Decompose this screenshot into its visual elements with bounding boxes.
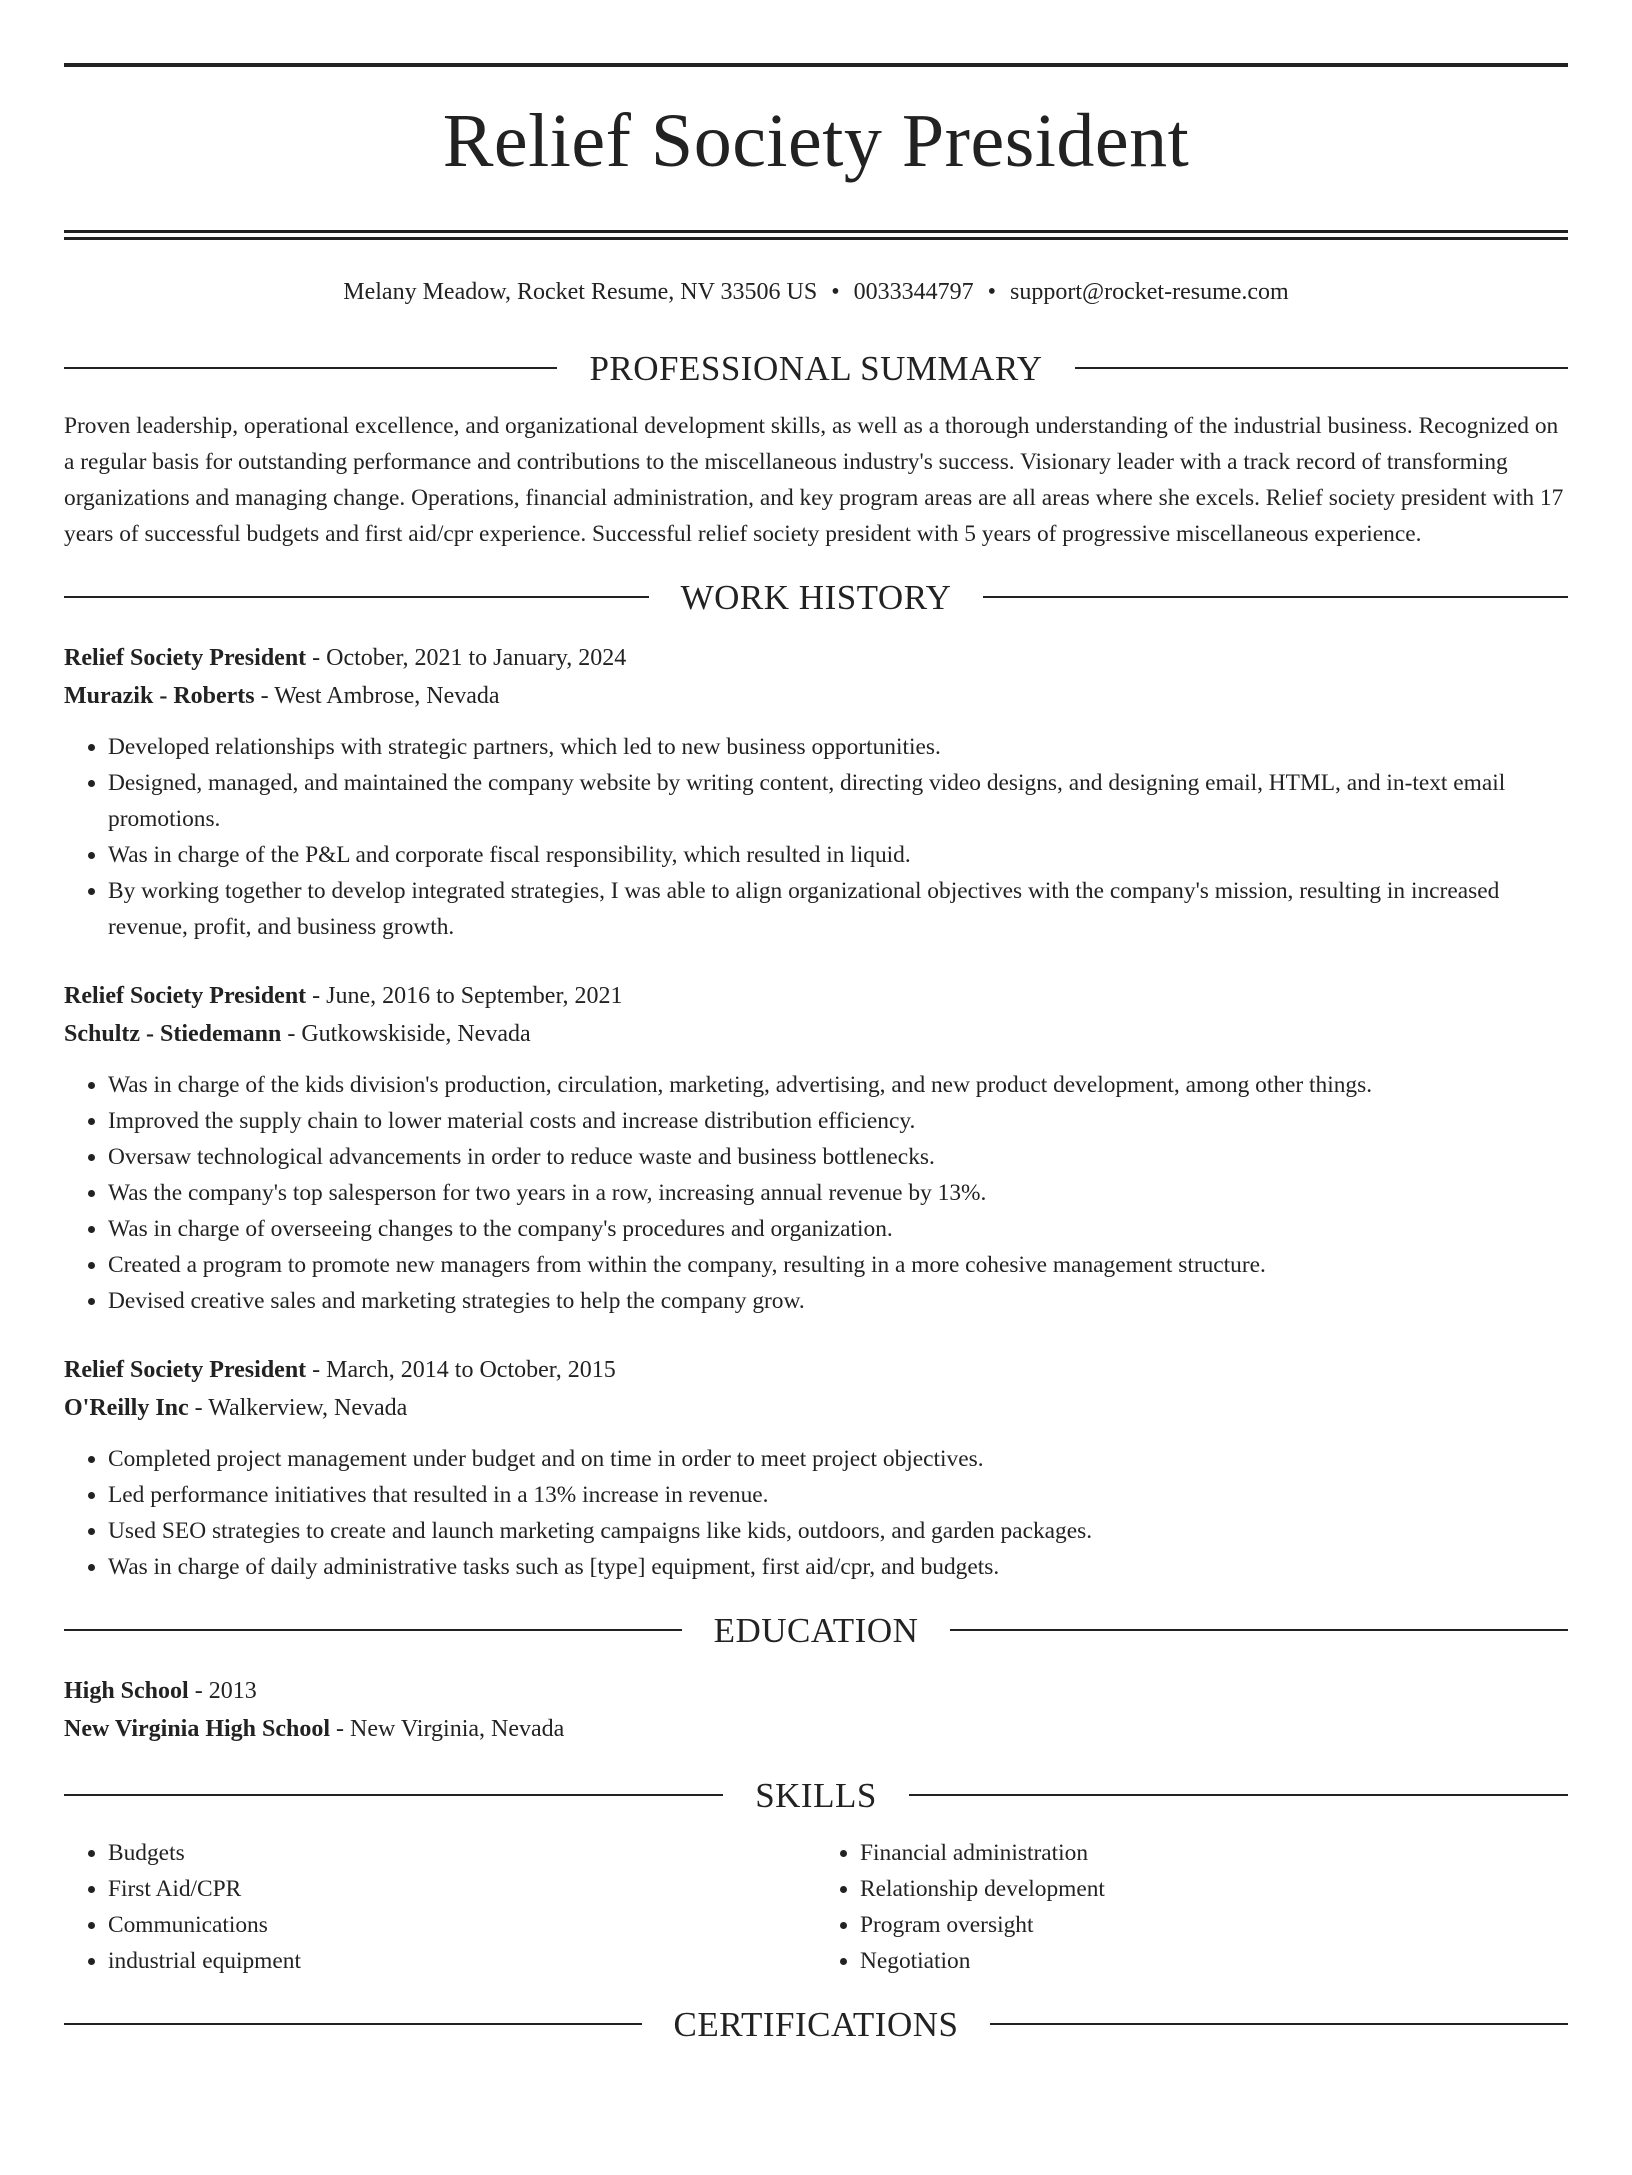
- job-dates: - October, 2021 to January, 2024: [306, 644, 627, 671]
- top-rule: [64, 63, 1568, 67]
- section-title: SKILLS: [755, 1775, 877, 1815]
- education-entry: [64, 1672, 1568, 1748]
- list-item: • Communications: [108, 1907, 816, 1943]
- job-bullets: [64, 1067, 1568, 1319]
- list-item: • Financial administration: [860, 1835, 1568, 1871]
- section-heading-work: [64, 577, 1568, 617]
- contact-address: Melany Meadow, Rocket Resume, NV 33506 US: [343, 278, 818, 305]
- job-title-line: [64, 1351, 1568, 1389]
- resume-title: Relief Society President: [442, 99, 1190, 183]
- heading-rule: [64, 2023, 642, 2025]
- heading-rule: [64, 596, 649, 598]
- job-location: - Gutkowskiside, Nevada: [281, 1020, 531, 1047]
- job-company: Schultz - Stiedemann: [64, 1020, 282, 1047]
- section-title: EDUCATION: [713, 1610, 919, 1650]
- skills-column-left: [64, 1835, 816, 1979]
- list-item: • Designed, managed, and maintained the company website by writing content, directing video designs, and designing email, HTML, and in-text email promotions.: [108, 765, 1568, 837]
- list-item: • Program oversight: [860, 1907, 1568, 1943]
- heading-rule: [909, 1794, 1568, 1796]
- job-title: Relief Society President: [64, 982, 307, 1009]
- summary-text: Proven leadership, operational excellence, and organizational development skills, as well as a thorough understanding of the industrial business. Recognized on a regular basis for outstanding performance and contributions to the miscellaneous industry's success. Visionary leader with a track record of transforming organizations and managing change. Operations, financial administration, and key program areas are all areas where she excels. Relief society president with 17 years of successful budgets and first aid/cpr experience. Successful relief society president with 5 years of progressive miscellaneous experience.: [64, 412, 1564, 547]
- list-item: • Was in charge of the P&L and corporate fiscal responsibility, which resulted in liquid.: [108, 837, 1568, 873]
- list-item: • Oversaw technological advancements in order to reduce waste and business bottlenecks.: [108, 1139, 1568, 1175]
- section-heading-skills: [64, 1775, 1568, 1815]
- job-company: O'Reilly Inc: [64, 1394, 189, 1421]
- heading-rule: [983, 596, 1568, 598]
- education-year: - 2013: [188, 1677, 257, 1704]
- resume-page: [0, 63, 1632, 2175]
- list-item: • By working together to develop integrated strategies, I was able to align organizational objectives with the company's mission, resulting in increased revenue, profit, and business growth.: [108, 873, 1568, 945]
- contact-separator: •: [987, 278, 997, 305]
- job-title-line: [64, 639, 1568, 677]
- contact-phone: 0033344797: [853, 278, 974, 305]
- job-entry: [64, 639, 1568, 945]
- list-item: • Budgets: [108, 1835, 816, 1871]
- list-item: • Devised creative sales and marketing strategies to help the company grow.: [108, 1283, 1568, 1319]
- list-item: • Was in charge of daily administrative tasks such as [type] equipment, first aid/cpr, and budgets.: [108, 1549, 1568, 1585]
- list-item: • Developed relationships with strategic partners, which led to new business opportunities.: [108, 729, 1568, 765]
- section-heading-certifications: [64, 2004, 1568, 2044]
- heading-rule: [990, 2023, 1568, 2025]
- list-item: • Was the company's top salesperson for two years in a row, increasing annual revenue by 13%.: [108, 1175, 1568, 1211]
- job-title: Relief Society President: [64, 1356, 307, 1383]
- job-location: - Walkerview, Nevada: [188, 1394, 408, 1421]
- job-entry: [64, 1351, 1568, 1585]
- job-bullets: [64, 1441, 1568, 1585]
- list-item: • Improved the supply chain to lower material costs and increase distribution efficiency.: [108, 1103, 1568, 1139]
- heading-rule: [950, 1629, 1568, 1631]
- job-company-line: [64, 1015, 1568, 1053]
- heading-rule: [64, 1794, 723, 1796]
- list-item: • Negotiation: [860, 1943, 1568, 1979]
- list-item: • Created a program to promote new managers from within the company, resulting in a more cohesive management structure.: [108, 1247, 1568, 1283]
- job-entry: [64, 977, 1568, 1319]
- section-title: CERTIFICATIONS: [673, 2004, 959, 2044]
- heading-rule: [1075, 367, 1568, 369]
- job-company-line: [64, 677, 1568, 715]
- section-title: WORK HISTORY: [680, 577, 952, 617]
- contact-line: [64, 278, 1568, 307]
- list-item: • Was in charge of overseeing changes to the company's procedures and organization.: [108, 1211, 1568, 1247]
- education-degree-line: [64, 1672, 1568, 1710]
- list-item: • Used SEO strategies to create and launch marketing campaigns like kids, outdoors, and garden packages.: [108, 1513, 1568, 1549]
- job-title: Relief Society President: [64, 644, 307, 671]
- job-bullets: [64, 729, 1568, 945]
- job-title-line: [64, 977, 1568, 1015]
- heading-rule: [64, 1629, 682, 1631]
- section-heading-summary: [64, 348, 1568, 388]
- job-company: Murazik - Roberts: [64, 682, 255, 709]
- education-degree: High School: [64, 1677, 189, 1704]
- heading-rule: [64, 367, 557, 369]
- job-dates: - June, 2016 to September, 2021: [306, 982, 623, 1009]
- list-item: • Led performance initiatives that resulted in a 13% increase in revenue.: [108, 1477, 1568, 1513]
- list-item: • Was in charge of the kids division's production, circulation, marketing, advertising, and new product development, among other things.: [108, 1067, 1568, 1103]
- contact-separator: •: [831, 278, 840, 305]
- list-item: • Completed project management under budget and on time in order to meet project objectives.: [108, 1441, 1568, 1477]
- skills-grid: [64, 1835, 1568, 1979]
- job-dates: - March, 2014 to October, 2015: [306, 1356, 616, 1383]
- job-location: - West Ambrose, Nevada: [254, 682, 500, 709]
- contact-email: support@rocket-resume.com: [1010, 278, 1289, 305]
- section-title: PROFESSIONAL SUMMARY: [589, 348, 1043, 388]
- list-item: • First Aid/CPR: [108, 1871, 816, 1907]
- education-school: New Virginia High School: [64, 1715, 331, 1742]
- section-heading-education: [64, 1610, 1568, 1650]
- title-double-rule: [64, 230, 1568, 240]
- list-item: • industrial equipment: [108, 1943, 816, 1979]
- skills-column-right: [816, 1835, 1568, 1979]
- education-school-line: [64, 1710, 1568, 1748]
- education-location: - New Virginia, Nevada: [330, 1715, 565, 1742]
- list-item: • Relationship development: [860, 1871, 1568, 1907]
- job-company-line: [64, 1389, 1568, 1427]
